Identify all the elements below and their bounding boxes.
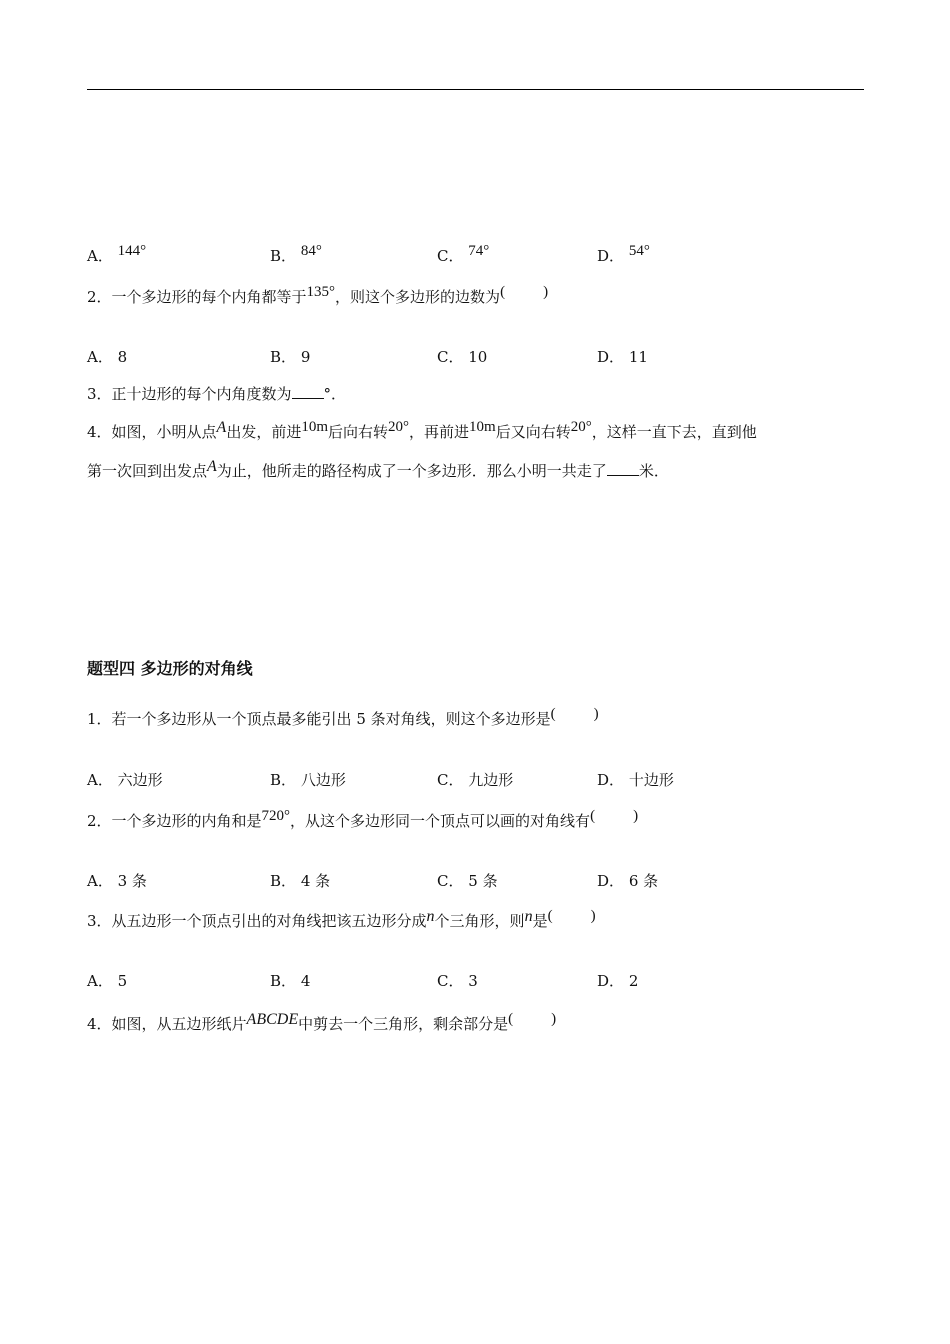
section4-question-2: 2．一个多边形的内角和是720°，从这个多边形同一个顶点可以画的对角线有( ): [87, 808, 639, 830]
section4-question-3: 3．从五边形一个顶点引出的对角线把该五边形分成n个三角形，则n是( ): [87, 908, 596, 930]
option-a: A． 5: [87, 972, 128, 990]
question-2: 2．一个多边形的每个内角都等于135°，则这个多边形的边数为( ): [87, 284, 549, 306]
option-a: A． 144°: [87, 243, 147, 265]
option-b: B． 八边形: [270, 771, 346, 789]
section4-question-1: 1．若一个多边形从一个顶点最多能引出 5 条对角线，则这个多边形是( ): [87, 706, 599, 728]
question-4-line-1: 4．如图，小明从点A出发，前进10m后向右转20°，再前进10m后又向右转20°，这样一直下去，直到他: [87, 419, 757, 441]
option-c: C． 5 条: [437, 872, 498, 890]
option-b: B． 9: [270, 348, 311, 366]
option-d: D． 6 条: [597, 872, 659, 890]
option-a: A． 8: [87, 348, 128, 366]
option-d: D． 11: [597, 348, 648, 366]
option-c: C． 10: [437, 348, 488, 366]
section4-question-4: 4．如图，从五边形纸片ABCDE中剪去一个三角形，剩余部分是( ): [87, 1011, 557, 1033]
section-heading: 题型四 多边形的对角线: [87, 659, 253, 678]
question-3: 3．正十边形的每个内角度数为 °．: [87, 385, 347, 403]
option-c: C． 74°: [437, 243, 490, 265]
answer-blank: [607, 461, 639, 476]
option-b: B． 84°: [270, 243, 322, 265]
option-d: D． 十边形: [597, 771, 674, 789]
option-b: B． 4 条: [270, 872, 331, 890]
option-a: A． 六边形: [87, 771, 163, 789]
option-d: D． 2: [597, 972, 639, 990]
question-4-line-2: 第一次回到出发点A为止，他所走的路径构成了一个多边形．那么小明一共走了 米．: [87, 458, 669, 480]
option-c: C． 3: [437, 972, 478, 990]
option-b: B． 4: [270, 972, 311, 990]
answer-blank: [292, 384, 324, 399]
option-c: C． 九边形: [437, 771, 514, 789]
option-d: D． 54°: [597, 243, 650, 265]
header-rule: [87, 89, 864, 90]
option-a: A． 3 条: [87, 872, 147, 890]
